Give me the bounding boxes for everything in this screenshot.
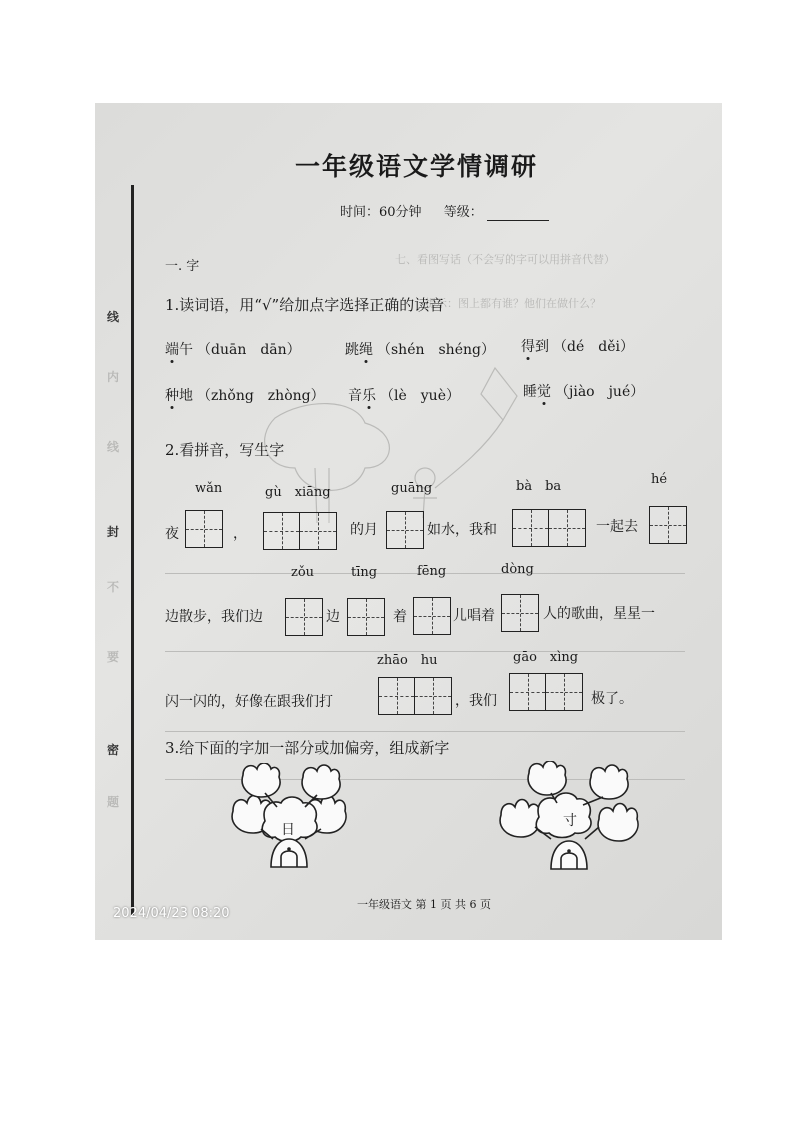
sentence-2-part-d: 儿唱着 — [453, 608, 495, 624]
sentence-2-part-b: 边 — [326, 609, 340, 625]
pinyin-zou: zǒu — [291, 565, 315, 580]
sentence-3-part-a: 闪一闪的，好像在跟我们打 — [165, 694, 333, 710]
pinyin-wan: wǎn — [195, 481, 223, 496]
answer-box-gaoxing[interactable] — [509, 673, 583, 711]
answer-box-zhaohu[interactable] — [378, 677, 452, 715]
sentence-1-comma: ， — [233, 526, 247, 542]
margin-char-faint-2: 线 — [107, 440, 120, 454]
tree-char-ri: 日 — [281, 822, 295, 838]
pinyin-gaoxing: gāo xìng — [513, 650, 579, 665]
exam-meta — [340, 201, 549, 221]
margin-char-mi: 密 — [107, 743, 120, 757]
binding-line — [131, 185, 134, 915]
writing-rule-3 — [165, 731, 685, 732]
section-heading: 一. 字 — [165, 259, 200, 274]
question-1: 1.读词语，用“√”给加点字选择正确的读音 — [165, 296, 445, 314]
answer-box-he[interactable] — [649, 506, 687, 544]
q1-item-tiaosheng: 跳绳 （shén shéng） — [345, 342, 495, 358]
answer-box-guxiang[interactable] — [263, 512, 337, 550]
grade-label: 等级： — [443, 205, 483, 220]
tree-diagram-ri — [213, 763, 363, 873]
sentence-2-part-e: 人的歌曲，星星一 — [543, 606, 655, 622]
question-3: 3.给下面的字加一部分或加偏旁，组成新字 — [165, 739, 450, 757]
question-2: 2.看拼音，写生字 — [165, 441, 285, 459]
answer-box-ting[interactable] — [347, 598, 385, 636]
sentence-1-part-b: 的月 — [350, 522, 378, 538]
grade-blank[interactable] — [487, 205, 549, 221]
q1-item-zhongdi: 种地 （zhǒng zhòng） — [165, 388, 325, 404]
bleed-text-2: 提示：图上都有谁？他们在做什么？ — [425, 297, 601, 310]
tree-char-cun: 寸 — [563, 813, 577, 829]
page-title: 一年级语文学情调研 — [295, 152, 539, 181]
margin-char-feng: 封 — [107, 525, 120, 539]
q1-item-dedao: 得到 （dé děi） — [521, 339, 634, 355]
margin-char-faint-1: 内 — [107, 370, 120, 384]
pinyin-guxiang: gù xiāng — [265, 485, 331, 500]
sentence-3-part-c: 极了。 — [591, 691, 633, 707]
time-label: 时间：60分钟 — [340, 205, 422, 220]
bleed-text-1: 七、看图写话（不会写的字可以用拼音代替） — [395, 253, 615, 266]
q1-item-shuijiao: 睡觉 （jiào jué） — [523, 384, 645, 400]
sentence-1-part-a: 夜 — [165, 526, 179, 542]
page-footer: 一年级语文 第 1 页 共 6 页 — [357, 898, 491, 911]
sentence-2-part-a: 边散步，我们边 — [165, 609, 263, 625]
q1-item-duanwu: 端午 （duān dān） — [165, 342, 301, 358]
exam-photo — [95, 103, 722, 940]
pinyin-he: hé — [651, 472, 668, 487]
background-kite-illustration — [245, 358, 545, 528]
pinyin-zhaohu: zhāo hu — [377, 653, 438, 668]
margin-char-xian: 线 — [107, 310, 120, 324]
sentence-3-part-b: ，我们 — [455, 693, 497, 709]
pinyin-feng: fēng — [417, 564, 447, 579]
q1-item-yinyue: 音乐 （lè yuè） — [348, 388, 460, 404]
pinyin-baba: bà ba — [516, 479, 562, 494]
pinyin-ting: tīng — [351, 565, 378, 580]
margin-char-faint-3: 不 — [107, 580, 120, 594]
answer-box-zou[interactable] — [285, 598, 323, 636]
margin-char-faint-4: 要 — [107, 650, 120, 664]
answer-box-dong[interactable] — [501, 594, 539, 632]
pinyin-guang: guāng — [391, 481, 433, 496]
pinyin-dong: dòng — [501, 562, 534, 577]
sentence-1-part-c: 如水，我和 — [427, 522, 497, 538]
photo-timestamp: 2024/04/23 08:20 — [113, 906, 230, 921]
answer-box-feng[interactable] — [413, 597, 451, 635]
answer-box-baba[interactable] — [512, 509, 586, 547]
answer-box-wan[interactable] — [185, 510, 223, 548]
answer-box-guang[interactable] — [386, 511, 424, 549]
sentence-1-part-d: 一起去 — [596, 519, 638, 535]
sentence-2-part-c: 着 — [393, 609, 407, 625]
margin-char-faint-5: 题 — [107, 795, 120, 809]
